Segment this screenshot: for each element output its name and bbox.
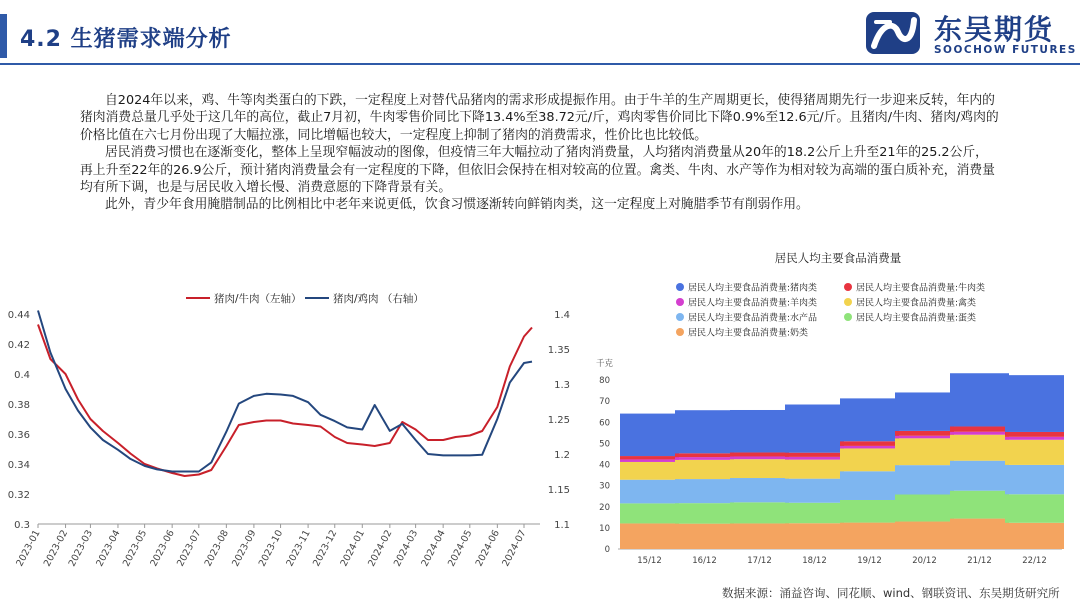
bar-segment bbox=[675, 457, 734, 460]
price-ratio-line-chart bbox=[0, 280, 585, 580]
logo-subtitle: SOOCHOW FUTURES bbox=[934, 44, 1077, 56]
bar-segment bbox=[1005, 440, 1064, 465]
bar-segment bbox=[730, 456, 789, 459]
x-tick-label: 2023-11 bbox=[284, 528, 313, 569]
bar-segment bbox=[620, 480, 679, 504]
bar-segment bbox=[1005, 437, 1064, 440]
y-left-tick-label: 0.32 bbox=[7, 490, 30, 501]
x-tick-label: 2023-09 bbox=[230, 528, 259, 569]
x-tick-label: 21/12 bbox=[967, 556, 992, 566]
bar-segment bbox=[1005, 494, 1064, 523]
legend-label: 居民人均主要食品消费量:水产品 bbox=[688, 313, 818, 324]
y-right-tick-label: 1.35 bbox=[547, 345, 570, 356]
analysis-text bbox=[80, 92, 1000, 214]
y-left-tick-label: 0.36 bbox=[7, 430, 30, 441]
bar-segment bbox=[785, 453, 844, 457]
bar-segment bbox=[730, 452, 789, 456]
bar-segment bbox=[895, 494, 954, 521]
x-tick-label: 2023-07 bbox=[175, 528, 204, 569]
legend-marker bbox=[676, 328, 684, 336]
x-tick-label: 22/12 bbox=[1022, 556, 1047, 566]
bar-segment bbox=[620, 503, 679, 523]
bar-segment bbox=[840, 471, 899, 500]
x-tick-label: 2024-02 bbox=[366, 528, 395, 569]
bar-segment bbox=[1005, 523, 1064, 549]
x-tick-label: 16/12 bbox=[692, 556, 717, 566]
legend-marker bbox=[676, 283, 684, 291]
bar-segment bbox=[1005, 375, 1064, 432]
legend-label: 居民人均主要食品消费量:牛肉类 bbox=[856, 283, 986, 294]
legend-label: 居民人均主要食品消费量:禽类 bbox=[856, 298, 977, 309]
x-tick-label: 2024-01 bbox=[338, 528, 367, 569]
x-tick-label: 2023-01 bbox=[14, 528, 43, 569]
bar-segment bbox=[950, 519, 1009, 549]
bar-segment bbox=[785, 405, 844, 453]
bar-segment bbox=[620, 523, 679, 549]
bar-segment bbox=[620, 456, 679, 459]
bar-segment bbox=[785, 479, 844, 503]
page-title: 4.2 生猪需求端分析 bbox=[20, 27, 232, 52]
logo-emblem-icon bbox=[864, 8, 926, 58]
x-tick-label: 2023-02 bbox=[41, 528, 71, 569]
header-divider bbox=[0, 63, 1080, 65]
bar-segment bbox=[675, 460, 734, 479]
paragraph: 居民消费习惯也在逐渐变化，整体上呈现窄幅波动的图像，但疫情三年大幅拉动了猪肉消费量，人均猪肉消费量从20年的18.2公斤上升至21年的25.2公斤，再上升至22年的26.9公斤，预计猪肉消费量会有一定程度的下降，但依旧会保持在相对较高的位置。禽类、牛肉、水产等作为相对较为高端的蛋白质补充，消费量均有所下调，也是与居民收入增长慢、消费意愿的下降背景有关。 bbox=[80, 145, 995, 196]
bar-segment bbox=[950, 491, 1009, 519]
bar-segment bbox=[785, 460, 844, 479]
y-right-tick-label: 1.15 bbox=[547, 485, 570, 496]
legend-marker bbox=[844, 298, 852, 306]
legend-marker bbox=[676, 313, 684, 321]
y-left-tick-label: 0.3 bbox=[14, 520, 30, 531]
bar-segment bbox=[675, 453, 734, 457]
legend-label: 居民人均主要食品消费量:蛋类 bbox=[856, 313, 977, 324]
x-tick-label: 17/12 bbox=[747, 556, 772, 566]
y-right-tick-label: 1.2 bbox=[554, 450, 570, 461]
legend-marker bbox=[676, 298, 684, 306]
paragraph: 自2024年以来，鸡、牛等肉类蛋白的下跌，一定程度上对替代品猪肉的需求形成提振作用。由于牛羊的生产周期更长，使得猪周期先行一步迎来反转，年内的猪肉消费总量几乎处于这几年的高位，截止7月初，牛肉零售价同比下降13.4%至38.72元/斤，鸡肉零售价同比下降0.9%至12.6元/斤。且猪肉/牛肉、猪肉/鸡肉的价格比值在六七月份出现了大幅拉涨，同比增幅也较大，一定程度上抑制了猪肉的消费需求，性价比也比较低。 bbox=[80, 93, 999, 143]
legend-label: 居民人均主要食品消费量:羊肉类 bbox=[688, 298, 818, 309]
y-left-tick-label: 0.42 bbox=[7, 340, 30, 351]
x-tick-label: 20/12 bbox=[912, 556, 937, 566]
y-axis-unit: 千克 bbox=[596, 359, 614, 369]
data-source-note: 数据来源：涌益咨询、同花顺、wind、钢联资讯、东吴期货研究所 bbox=[722, 586, 1060, 600]
series-line bbox=[38, 311, 532, 472]
bar-segment bbox=[675, 524, 734, 549]
y-tick-label: 10 bbox=[599, 523, 610, 534]
bar-segment bbox=[730, 502, 789, 523]
bar-segment bbox=[675, 410, 734, 453]
bar-segment bbox=[895, 438, 954, 465]
bar-segment bbox=[730, 459, 789, 478]
bar-segment bbox=[785, 457, 844, 460]
y-tick-label: 50 bbox=[599, 439, 610, 450]
bar-segment bbox=[950, 461, 1009, 491]
x-tick-label: 2023-08 bbox=[202, 528, 232, 569]
bar-segment bbox=[675, 503, 734, 523]
legend-marker bbox=[844, 283, 852, 291]
bar-segment bbox=[895, 392, 954, 430]
bar-segment bbox=[620, 459, 679, 462]
bar-segment bbox=[620, 462, 679, 480]
legend-label: 居民人均主要食品消费量:猪肉类 bbox=[688, 283, 818, 294]
bar-segment bbox=[895, 465, 954, 494]
bar-segment bbox=[950, 435, 1009, 461]
bar-segment bbox=[730, 478, 789, 502]
y-tick-label: 30 bbox=[599, 481, 610, 492]
x-tick-label: 15/12 bbox=[637, 556, 662, 566]
series-line bbox=[38, 325, 532, 477]
bar-segment bbox=[840, 398, 899, 441]
chart-title: 居民人均主要食品消费量 bbox=[774, 251, 902, 265]
y-tick-label: 60 bbox=[599, 418, 610, 429]
bar-segment bbox=[1005, 465, 1064, 494]
x-tick-label: 19/12 bbox=[857, 556, 882, 566]
y-right-tick-label: 1.4 bbox=[554, 310, 570, 321]
bar-segment bbox=[950, 432, 1009, 435]
y-tick-label: 20 bbox=[599, 502, 610, 513]
legend-label: 猪肉/牛肉（左轴） bbox=[214, 293, 302, 305]
x-tick-label: 2023-12 bbox=[311, 528, 340, 569]
bar-segment bbox=[840, 523, 899, 549]
x-tick-label: 2024-03 bbox=[391, 528, 421, 569]
food-consumption-bar-chart bbox=[590, 240, 1075, 580]
x-tick-label: 2023-05 bbox=[120, 528, 150, 569]
bar-segment bbox=[730, 410, 789, 452]
y-tick-label: 0 bbox=[604, 545, 610, 555]
bar-segment bbox=[895, 522, 954, 549]
y-tick-label: 80 bbox=[599, 376, 610, 386]
x-tick-label: 2024-04 bbox=[419, 528, 448, 569]
x-tick-label: 2024-06 bbox=[473, 528, 502, 569]
bar-segment bbox=[840, 446, 899, 449]
x-tick-label: 2023-04 bbox=[94, 528, 123, 569]
legend-label: 猪肉/鸡肉 （右轴） bbox=[333, 293, 424, 305]
title-accent-bar bbox=[0, 14, 7, 58]
bar-segment bbox=[840, 500, 899, 523]
y-tick-label: 70 bbox=[599, 397, 610, 408]
bar-segment bbox=[1005, 432, 1064, 437]
y-tick-label: 40 bbox=[599, 460, 610, 471]
x-tick-label: 2024-07 bbox=[500, 528, 529, 569]
logo-name: 东吴期货 bbox=[934, 13, 1055, 46]
bar-segment bbox=[895, 431, 954, 436]
legend-marker bbox=[844, 313, 852, 321]
paragraph: 此外，青少年食用腌腊制品的比例相比中老年来说更低，饮食习惯逐渐转向鲜销肉类，这一定程度上对腌腊季节有削弱作用。 bbox=[105, 197, 809, 213]
legend-label: 居民人均主要食品消费量:奶类 bbox=[688, 328, 809, 339]
y-right-tick-label: 1.25 bbox=[547, 415, 570, 426]
y-right-tick-label: 1.3 bbox=[554, 380, 570, 391]
bar-segment bbox=[950, 373, 1009, 426]
bar-segment bbox=[950, 426, 1009, 431]
bar-segment bbox=[895, 436, 954, 439]
x-tick-label: 2024-05 bbox=[446, 528, 475, 569]
bar-segment bbox=[840, 441, 899, 446]
company-logo bbox=[864, 8, 1077, 58]
x-tick-label: 2023-06 bbox=[148, 528, 177, 569]
x-tick-label: 18/12 bbox=[802, 556, 827, 566]
x-tick-label: 2023-10 bbox=[256, 528, 286, 569]
bar-segment bbox=[785, 523, 844, 549]
y-left-tick-label: 0.38 bbox=[7, 400, 30, 411]
bar-segment bbox=[840, 448, 899, 471]
bar-segment bbox=[675, 479, 734, 503]
y-right-tick-label: 1.1 bbox=[554, 520, 570, 531]
bar-segment bbox=[730, 523, 789, 549]
y-left-tick-label: 0.34 bbox=[7, 460, 30, 471]
x-tick-label: 2023-03 bbox=[66, 528, 96, 569]
bar-segment bbox=[620, 414, 679, 456]
y-left-tick-label: 0.44 bbox=[7, 310, 30, 321]
bar-segment bbox=[785, 503, 844, 523]
y-left-tick-label: 0.4 bbox=[14, 370, 30, 381]
